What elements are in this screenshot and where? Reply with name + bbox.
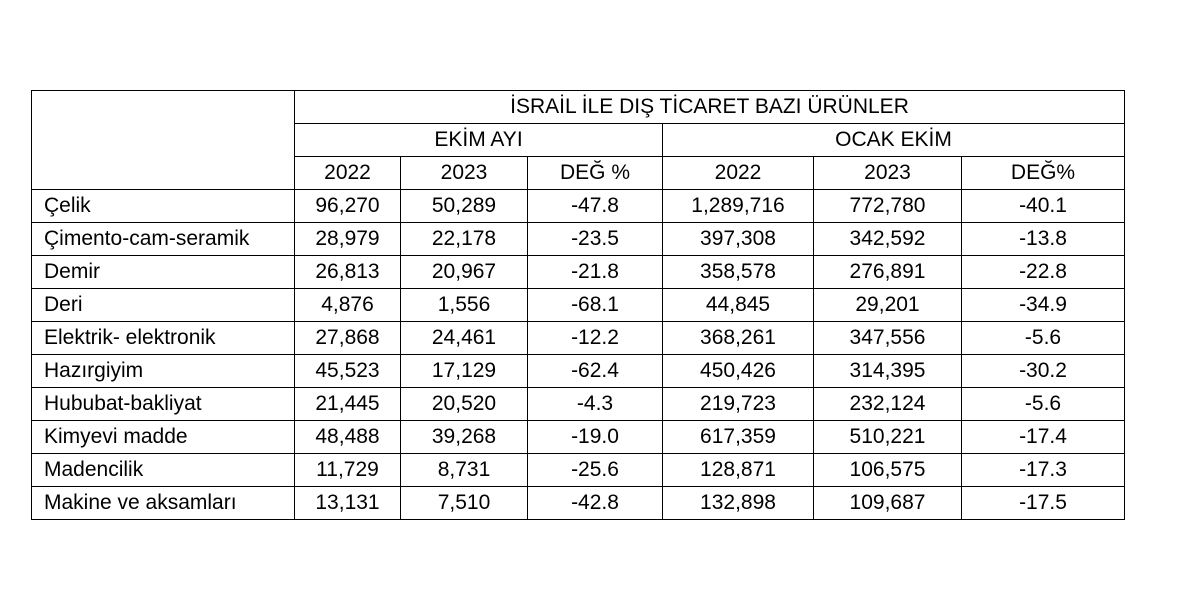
table-cell: -13.8 xyxy=(962,223,1125,256)
table-cell: -17.3 xyxy=(962,454,1125,487)
group-header-ekim-ayi: EKİM AYI xyxy=(295,124,663,157)
table-cell: -19.0 xyxy=(528,421,663,454)
table-cell: 20,520 xyxy=(401,388,528,421)
table-cell: -17.4 xyxy=(962,421,1125,454)
table-cell: 342,592 xyxy=(814,223,962,256)
table-cell: -17.5 xyxy=(962,487,1125,520)
table-row xyxy=(32,388,1125,421)
row-label: Makine ve aksamları xyxy=(32,487,295,520)
column-header: DEĞ % xyxy=(528,157,663,190)
row-label: Çelik xyxy=(32,190,295,223)
column-header: 2023 xyxy=(814,157,962,190)
table-cell: 22,178 xyxy=(401,223,528,256)
row-label: Madencilik xyxy=(32,454,295,487)
table-cell: -5.6 xyxy=(962,322,1125,355)
row-label: Demir xyxy=(32,256,295,289)
table-cell: 48,488 xyxy=(295,421,401,454)
table-cell: 39,268 xyxy=(401,421,528,454)
table-cell: -4.3 xyxy=(528,388,663,421)
table-cell: -25.6 xyxy=(528,454,663,487)
table-row xyxy=(32,289,1125,322)
table-cell: 397,308 xyxy=(663,223,814,256)
table-row xyxy=(32,256,1125,289)
table-cell: -12.2 xyxy=(528,322,663,355)
table-cell: 219,723 xyxy=(663,388,814,421)
table-cell: -21.8 xyxy=(528,256,663,289)
table-cell: 347,556 xyxy=(814,322,962,355)
table-cell: 45,523 xyxy=(295,355,401,388)
group-header-ocak-ekim: OCAK EKİM xyxy=(663,124,1125,157)
column-header: 2022 xyxy=(663,157,814,190)
table-cell: 132,898 xyxy=(663,487,814,520)
row-label: Deri xyxy=(32,289,295,322)
table-cell: 358,578 xyxy=(663,256,814,289)
table-cell: 314,395 xyxy=(814,355,962,388)
table-cell: 232,124 xyxy=(814,388,962,421)
table-cell: 617,359 xyxy=(663,421,814,454)
table-cell: -40.1 xyxy=(962,190,1125,223)
table-row xyxy=(32,487,1125,520)
table-cell: 510,221 xyxy=(814,421,962,454)
table-cell: -68.1 xyxy=(528,289,663,322)
table-cell: 21,445 xyxy=(295,388,401,421)
table-row xyxy=(32,421,1125,454)
table-cell: 44,845 xyxy=(663,289,814,322)
table-row xyxy=(32,355,1125,388)
table-cell: -34.9 xyxy=(962,289,1125,322)
table-row xyxy=(32,190,1125,223)
table-cell: 29,201 xyxy=(814,289,962,322)
table-cell: 1,556 xyxy=(401,289,528,322)
table-cell: 50,289 xyxy=(401,190,528,223)
row-label: Kimyevi madde xyxy=(32,421,295,454)
table-cell: -5.6 xyxy=(962,388,1125,421)
table-row xyxy=(32,322,1125,355)
table-cell: -22.8 xyxy=(962,256,1125,289)
table-cell: 772,780 xyxy=(814,190,962,223)
column-header: 2022 xyxy=(295,157,401,190)
row-label: Hububat-bakliyat xyxy=(32,388,295,421)
table-cell: 128,871 xyxy=(663,454,814,487)
column-header: 2023 xyxy=(401,157,528,190)
table-cell: 450,426 xyxy=(663,355,814,388)
table-cell: 24,461 xyxy=(401,322,528,355)
table-row xyxy=(32,223,1125,256)
table-cell: 1,289,716 xyxy=(663,190,814,223)
table-cell: 11,729 xyxy=(295,454,401,487)
table-cell: 368,261 xyxy=(663,322,814,355)
table-cell: 4,876 xyxy=(295,289,401,322)
trade-table xyxy=(31,90,1125,520)
table-cell: 276,891 xyxy=(814,256,962,289)
corner-cell xyxy=(32,91,295,190)
table-cell: 109,687 xyxy=(814,487,962,520)
table-row xyxy=(32,454,1125,487)
table-cell: 106,575 xyxy=(814,454,962,487)
table-cell: 28,979 xyxy=(295,223,401,256)
column-header: DEĞ% xyxy=(962,157,1125,190)
table-cell: 13,131 xyxy=(295,487,401,520)
table-cell: -47.8 xyxy=(528,190,663,223)
table-cell: 7,510 xyxy=(401,487,528,520)
row-label: Hazırgiyim xyxy=(32,355,295,388)
table-cell: 17,129 xyxy=(401,355,528,388)
table-cell: -23.5 xyxy=(528,223,663,256)
table-cell: 26,813 xyxy=(295,256,401,289)
table-cell: -30.2 xyxy=(962,355,1125,388)
table-cell: 20,967 xyxy=(401,256,528,289)
table-cell: 96,270 xyxy=(295,190,401,223)
table-title: İSRAİL İLE DIŞ TİCARET BAZI ÜRÜNLER xyxy=(295,91,1125,124)
table-cell: -42.8 xyxy=(528,487,663,520)
row-label: Elektrik- elektronik xyxy=(32,322,295,355)
row-label: Çimento-cam-seramik xyxy=(32,223,295,256)
table-cell: -62.4 xyxy=(528,355,663,388)
table-cell: 8,731 xyxy=(401,454,528,487)
table-cell: 27,868 xyxy=(295,322,401,355)
